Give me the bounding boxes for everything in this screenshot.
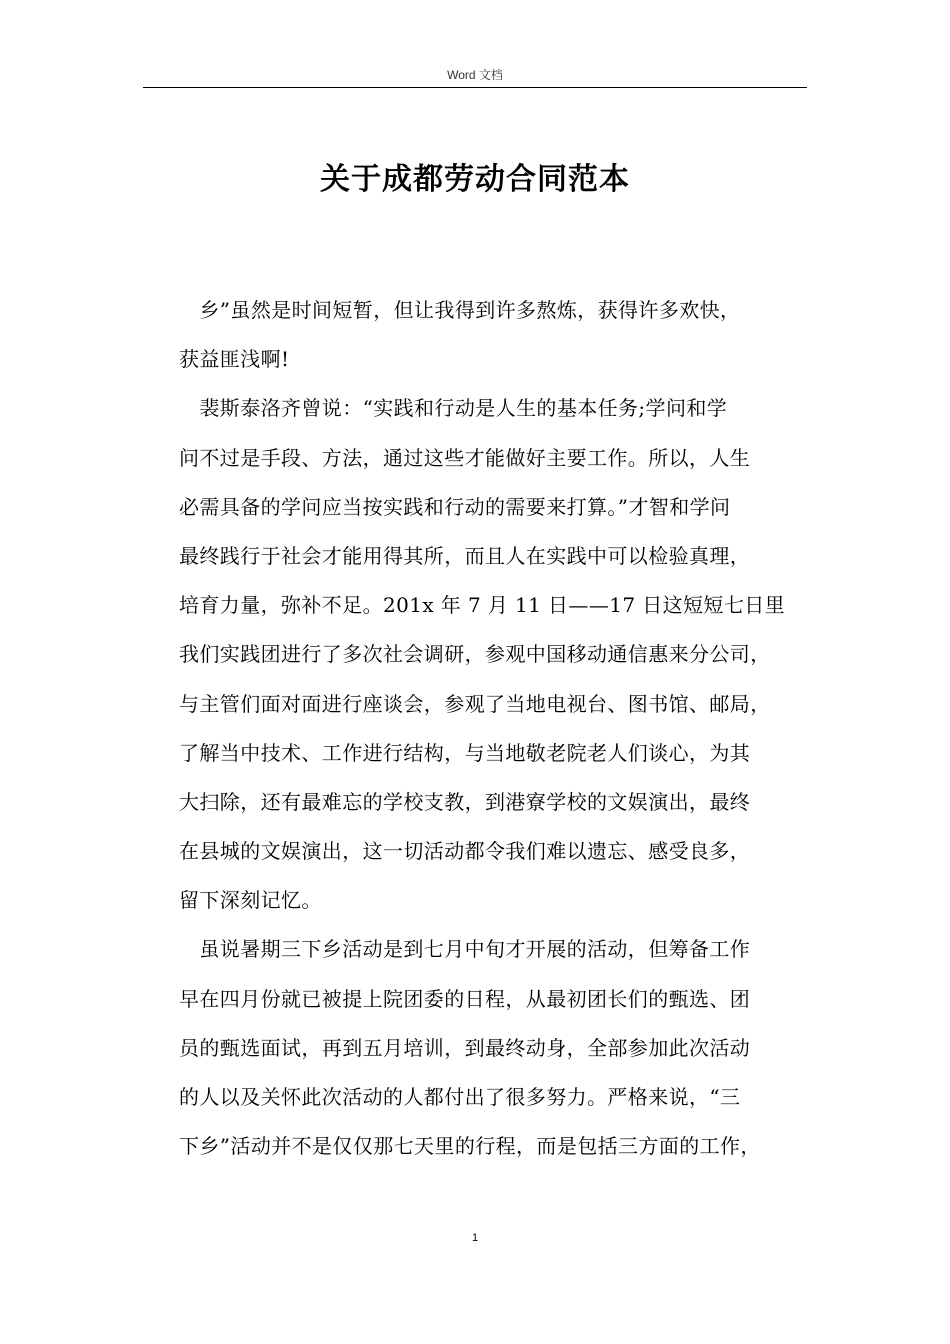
body-line: 与主管们面对面进行座谈会，参观了当地电视台、图书馆、邮局， (179, 691, 771, 716)
body-line: 必需具备的学问应当按实践和行动的需要来打算。”才智和学问 (179, 494, 731, 519)
body-line: 员的甄选面试，再到五月培训，到最终动身，全部参加此次活动 (179, 1035, 751, 1060)
body-line: 问不过是手段、方法，通过这些才能做好主要工作。所以，人生 (179, 445, 751, 470)
document-title: 关于成都劳动合同范本 (320, 162, 630, 197)
header-rule (143, 87, 807, 88)
document-body (179, 290, 819, 1175)
body-line: 裴斯泰洛齐曾说：“实践和行动是人生的基本任务;学问和学 (179, 396, 728, 421)
body-line: 获益匪浅啊! (179, 347, 290, 372)
body-line: 培育力量，弥补不足。201x 年 7 月 11 日——17 日这短短七日里 (179, 593, 786, 618)
body-line: 的人以及关怀此次活动的人都付出了很多努力。严格来说，“三 (179, 1085, 741, 1109)
body-line: 我们实践团进行了多次社会调研，参观中国移动通信惠来分公司， (179, 642, 771, 667)
page-header: Word 文档 (447, 68, 503, 82)
body-line: 最终践行于社会才能用得其所，而且人在实践中可以检验真理， (179, 543, 751, 568)
page-number: 1 (471, 1232, 479, 1244)
body-line: 虽说暑期三下乡活动是到七月中旬才开展的活动，但筹备工作 (179, 937, 751, 962)
body-line: 早在四月份就已被提上院团委的日程，从最初团长们的甄选、团 (179, 986, 751, 1011)
body-line: 乡”虽然是时间短暂，但让我得到许多熬炼，获得许多欢快， (179, 298, 741, 322)
body-line: 大扫除，还有最难忘的学校支教，到港寮学校的文娱演出，最终 (179, 789, 751, 814)
body-line: 了解当中技术、工作进行结构，与当地敬老院老人们谈心，为其 (179, 740, 751, 765)
body-line: 下乡”活动并不是仅仅那七天里的行程，而是包括三方面的工作， (179, 1134, 761, 1159)
body-line: 留下深刻记忆。 (179, 888, 322, 913)
body-line: 在县城的文娱演出，这一切活动都令我们难以遗忘、感受良多， (179, 839, 751, 864)
